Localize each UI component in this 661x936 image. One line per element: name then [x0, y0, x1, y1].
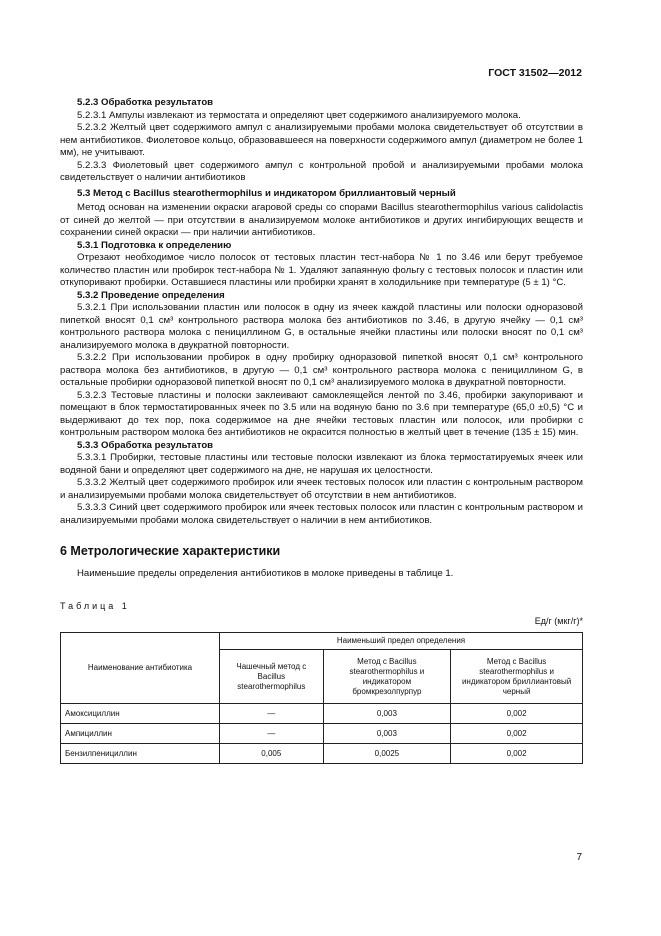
paragraph-5-3-2-2: 5.3.2.2 При использовании пробирок в одну пробирку одноразовой пипеткой вносят 0,1 см³ контрольного раствора молока без антибиотиков, в другую — 0,1 см³ контрольного раствора молока с пенициллином G, в остальные пробирки одноразовой пипеткой вносят по 0,1 см³ анализируемого молока в двукратной повторности.: [60, 352, 583, 388]
heading-5-3: 5.3 Метод с Bacillus stearothermophilus и индикатором бриллиантовый черный: [77, 187, 456, 199]
paragraph-5-3-3-3: 5.3.3.3 Синий цвет содержимого пробирок или ячеек тестовых полосок или пластин с контрольным раствором и анализируемыми пробами молока свидетельствует о наличии в нем антибиотиков.: [60, 502, 583, 526]
table-cell-name: Ампициллин: [61, 724, 220, 744]
table-header-plate-method: Чашечный метод с Bacillus stearothermophilus: [220, 650, 324, 704]
paragraph-section-6-intro: Наименьшие пределы определения антибиотиков в молоке приведены в таблице 1.: [77, 567, 454, 579]
paragraph-5-3-1: Отрезают необходимое число полосок от тестовых пластин тест-набора № 1 по 3.46 или берут требуемое количество пластин или пробирок тест-набора № 1. Удаляют запаянную фольгу с тестовых полосок и пластин или откупоривают пробирки. Оставшиеся пластины или пробирки хранят в холодильнике при температуре (5 ± 1) °С.: [60, 252, 583, 288]
table-header-antibiotic-name: Наименование антибиотика: [61, 633, 220, 704]
heading-5-3-3: 5.3.3 Обработка результатов: [77, 439, 214, 451]
table-row: [61, 724, 583, 744]
paragraph-5-3-2-3: 5.3.2.3 Тестовые пластины и полоски заклеивают самоклеящейся лентой по 3.46, пробирки закупоривают и помещают в блок термостатированных ячеек по 3.5 или на водяную баню по 3.6 при температуре (65,0 ±0,5) °С и выдерживают до тех пор, пока содержимое на дне ячейки тестовых пластин или полосок, или пробирки с контрольным раствором молока без антибиотиков не окрасится полностью в желтый цвет в течение (135 ± 15) мин.: [60, 389, 583, 438]
table-row: [61, 704, 583, 724]
table-caption: Таблица 1: [60, 601, 130, 611]
table-cell-name: Амоксициллин: [61, 704, 220, 724]
paragraph-5-3-3-2: 5.3.3.2 Желтый цвет содержимого пробирок или ячеек тестовых полосок или пластин с контрольным раствором и анализируемыми пробами молока свидетельствует об отсутствии в нем антибиотиков.: [60, 477, 583, 501]
heading-5-2-3: 5.2.3 Обработка результатов: [77, 97, 214, 108]
paragraph-5-3-intro: Метод основан на изменении окраски агаровой среды со спорами Bacillus stearothermophilus various calidolactis от синей до желтой — при отсутствии в анализируемом молоке антибиотиков и других ингибирующих веществ и сохранении синей окраски — при наличии антибиотиков.: [60, 202, 583, 238]
table-header-bromcresol-method: Метод с Bacillus stearothermophilus и индикатором бромкрезолпурпур: [323, 650, 451, 704]
table-cell-name: Бензилпенициллин: [61, 744, 220, 764]
table-unit: Ед/г (мкг/г)*: [534, 615, 583, 626]
document-code: ГОСТ 31502—2012: [488, 67, 582, 79]
paragraph-5-3-2-1: 5.3.2.1 При использовании пластин или полосок в одну из ячеек каждой пластины или полоски одноразовой пипеткой вносят 0,1 см³ контрольного раствора молока без антибиотиков по 3.46, в другую ячейку — 0,1 см³ контрольного раствора молока с пенициллином G, в остальные ячейки пластины или полоски вносят по 0,1 см³ анализируемого молока в двукратной повторности.: [60, 302, 583, 351]
table-cell-value: 0,003: [323, 724, 451, 744]
table-cell-value: —: [220, 704, 324, 724]
paragraph-5-2-3-3: 5.2.3.3 Фиолетовый цвет содержимого ампул с контрольной пробой и анализируемыми пробами молока свидетельствует о наличии антибиотиков: [60, 159, 583, 183]
heading-5-3-1: 5.3.1 Подготовка к определению: [77, 239, 232, 251]
table-header-limit-group: Наименьший предел определения: [220, 633, 583, 650]
table-header-brilliant-black-method: Метод с Bacillus stearothermophilus и индикатором бриллиантовый черный: [451, 650, 583, 704]
page-number: 7: [576, 852, 582, 863]
table-cell-value: 0,002: [451, 744, 583, 764]
table-cell-value: 0,003: [323, 704, 451, 724]
heading-section-6: 6 Метрологические характеристики: [60, 544, 281, 558]
limits-table: [60, 632, 583, 764]
paragraph-5-3-3-1: 5.3.3.1 Пробирки, тестовые пластины или тестовые полоски извлекают из блока термостатируемых ячеек или водяной бани и определяют цвет содержимого на дне, не нарушая их целостности.: [60, 452, 583, 476]
paragraph-5-2-3-1: 5.2.3.1 Ампулы извлекают из термостата и определяют цвет содержимого анализируемого молока.: [77, 109, 521, 121]
table-cell-value: 0,002: [451, 704, 583, 724]
table-cell-value: 0,002: [451, 724, 583, 744]
table-cell-value: —: [220, 724, 324, 744]
table-cell-value: 0,005: [220, 744, 324, 764]
table-row: [61, 744, 583, 764]
paragraph-5-2-3-2: 5.2.3.2 Желтый цвет содержимого ампул с анализируемыми пробами молока свидетельствует об отсутствии в нем антибиотиков. Фиолетовое кольцо, образовавшееся на поверхности содержимого ампул (диаметром не более 1 мм), не учитывают.: [60, 122, 583, 158]
page-content: [60, 97, 583, 764]
table-cell-value: 0,0025: [323, 744, 451, 764]
heading-5-3-2: 5.3.2 Проведение определения: [77, 289, 225, 301]
